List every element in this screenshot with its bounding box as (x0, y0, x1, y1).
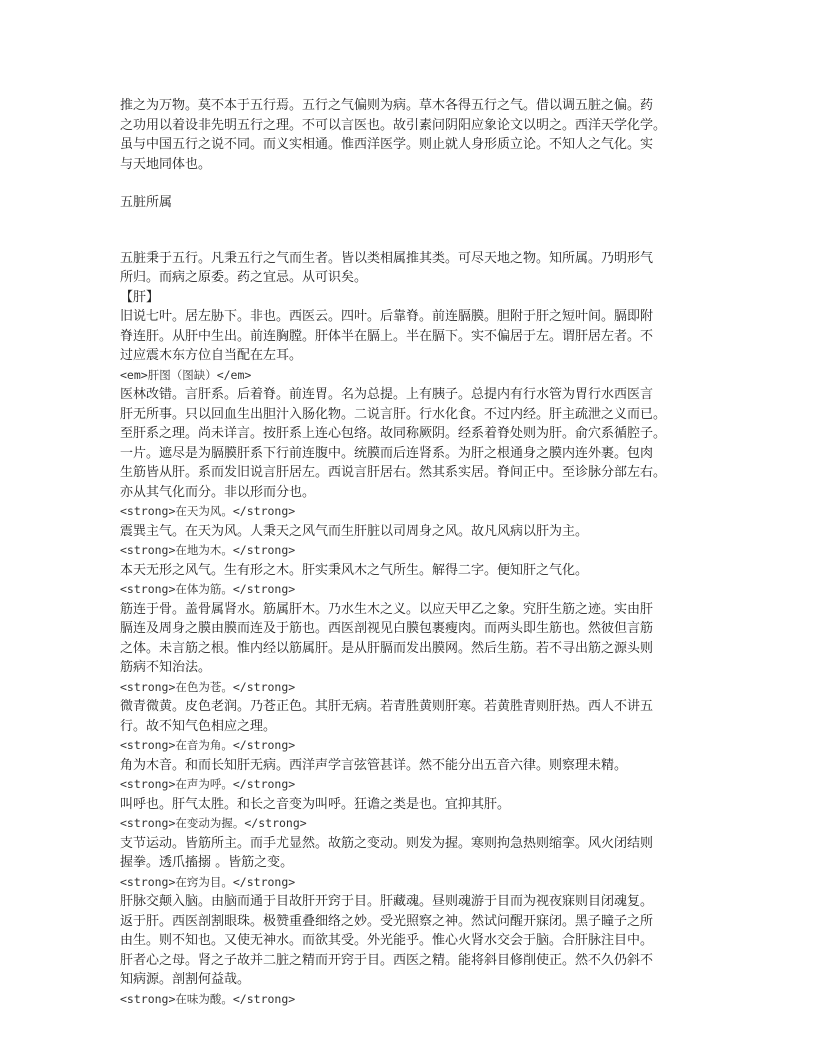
raw-markup-label: <strong>在味为酸。</strong> (120, 991, 296, 1006)
body-line: 一片。遮尽是为膈膜肝系下行前连腹中。统膜而后连肾系。为肝之根通身之膜内连外裹。包肉 (120, 445, 654, 461)
body-paragraph (120, 834, 700, 873)
liver-section-body (120, 307, 700, 1009)
body-line: 返于肝。西医剖割眼珠。极赞重叠细络之妙。受光照察之神。然试问醒开寐闭。黑子瞳子之所 (120, 913, 654, 929)
raw-markup-label: <strong>在窍为目。</strong> (120, 874, 296, 889)
body-paragraph (120, 561, 700, 581)
intro-line: 虽与中国五行之说不同。而义实相通。惟西洋医学。则止就人身形质立论。不知人之气化。实 (120, 137, 654, 152)
body-line: 由生。则不知也。又使无神水。而欲其受。外光能乎。惟心火肾水交会于脑。合肝脉注目中。 (120, 933, 654, 948)
body-line: 筋病不知治法。 (120, 660, 212, 675)
body-line: 脊连肝。从肝中生出。前连胸膛。肝体半在膈上。半在膈下。实不偏居于左。谓肝居左者。不 (120, 328, 654, 344)
body-line: 膈连及周身之膜由膜而连及于筋也。西医剖视见白膜包裹瘦肉。而两头即生筋也。然彼但言筋 (120, 621, 654, 636)
raw-markup-label: <em>肝图（图缺）</em> (120, 367, 252, 382)
body-paragraph (120, 307, 700, 366)
body-paragraph (120, 697, 700, 736)
body-line: 过应震木东方位自当配在左耳。 (120, 348, 303, 363)
body-line: 亦从其气化而分。非以形而分也。 (120, 484, 316, 500)
liver-heading: 【肝】 (120, 289, 160, 305)
body-line: 叫呼也。肝气太胜。和长之音变为叫呼。狂谵之类是也。宜抑其肝。 (120, 796, 511, 812)
body-line: 本天无形之风气。生有形之木。肝实秉风木之气所生。解得二字。便知肝之气化。 (120, 562, 589, 578)
summary-line: 五脏秉于五行。凡秉五行之气而生者。皆以类相属推其类。可尽天地之物。知所属。乃明形气 (120, 250, 654, 266)
intro-paragraph (120, 96, 700, 174)
body-line: 肝无所事。只以回血生出胆汁入肠化物。二说言肝。行水化食。不过内经。肝主疏泄之义而已。 (120, 406, 667, 422)
body-paragraph (120, 756, 700, 776)
raw-markup-label: <strong>在音为角。</strong> (120, 738, 296, 752)
body-line: 知病源。剖割何益哉。 (120, 972, 251, 987)
raw-markup-label: <strong>在天为风。</strong> (120, 504, 296, 518)
body-line: 至肝系之理。尚未详言。按肝系上连心包络。故同称厥阴。经系着脊处则为肝。俞穴系循腔子。 (120, 426, 667, 441)
intro-line: 之功用以着设非先明五行之理。不可以言医也。故引素问阴阳应象论文以明之。西洋天学化学。 (120, 117, 667, 133)
document-page (120, 96, 700, 1009)
body-line: 医林改错。言肝系。后着脊。前连胃。名为总提。上有胰子。总提内有行水管为胃行水西医言 (120, 387, 654, 402)
intro-line: 与天地同体也。 (120, 156, 212, 172)
body-line: 握拳。透爪搐搦 。皆筋之变。 (120, 855, 294, 870)
body-line: 肝者心之母。肾之子故并二脏之精而开窍于目。西医之精。能将斜目修削使正。然不久仍斜不 (120, 952, 654, 968)
body-line: 角为木音。和而长知肝无病。西洋声学言弦管甚详。然不能分出五音六律。则察理未精。 (120, 757, 628, 773)
body-line: 筋连于骨。盖骨属肾水。筋属肝木。乃水生木之义。以应天甲乙之象。究肝生筋之迹。实由肝 (120, 601, 654, 617)
body-line: 微青微黄。皮色老润。乃苍正色。其肝无病。若青胜黄则肝寒。若黄胜青则肝热。西人不讲五 (120, 699, 654, 714)
body-paragraph (120, 385, 700, 502)
body-paragraph (120, 522, 700, 542)
body-line: 生筋皆从肝。系而发旧说言肝居左。西说言肝居右。然其系实居。脊间正中。至诊脉分部左右。 (120, 465, 667, 480)
body-paragraph (120, 892, 700, 990)
section-title: 五脏所属 (120, 195, 173, 210)
body-line: 旧说七叶。居左胁下。非也。西医云。四叶。后靠脊。前连膈膜。胆附于肝之短叶间。膈即附 (120, 309, 654, 324)
summary-paragraph (120, 249, 700, 288)
summary-line: 所归。而病之原委。药之宜忌。从可识矣。 (120, 270, 368, 285)
raw-markup-label: <strong>在色为苍。</strong> (120, 679, 296, 694)
body-line: 之体。未言筋之根。惟内经以筋属肝。是从肝膈而发出膜网。然后生筋。若不寻出筋之源头则 (120, 640, 654, 656)
body-paragraph (120, 600, 700, 678)
raw-markup-label: <strong>在体为筋。</strong> (120, 582, 296, 596)
body-line: 肝脉交颠入脑。由脑而通于目故肝开窍于目。肝藏魂。昼则魂游于目而为视夜寐则目闭魂复。 (120, 894, 654, 909)
body-line: 支节运动。皆筋所主。而手尤显然。故筋之变动。则发为握。寒则拘急热则缩挛。风火闭结则 (120, 835, 654, 851)
raw-markup-label: <strong>在声为呼。</strong> (120, 777, 296, 791)
body-line: 震巽主气。在天为风。人秉天之风气而生肝脏以司周身之风。故凡风病以肝为主。 (120, 523, 589, 539)
raw-markup-label: <strong>在地为木。</strong> (120, 543, 296, 557)
raw-markup-label: <strong>在变动为握。</strong> (120, 816, 307, 830)
body-paragraph (120, 795, 700, 815)
intro-line: 推之为万物。莫不本于五行焉。五行之气偏则为病。草木各得五行之气。借以调五脏之偏。药 (120, 98, 654, 113)
body-line: 行。故不知气色相应之理。 (120, 718, 277, 734)
